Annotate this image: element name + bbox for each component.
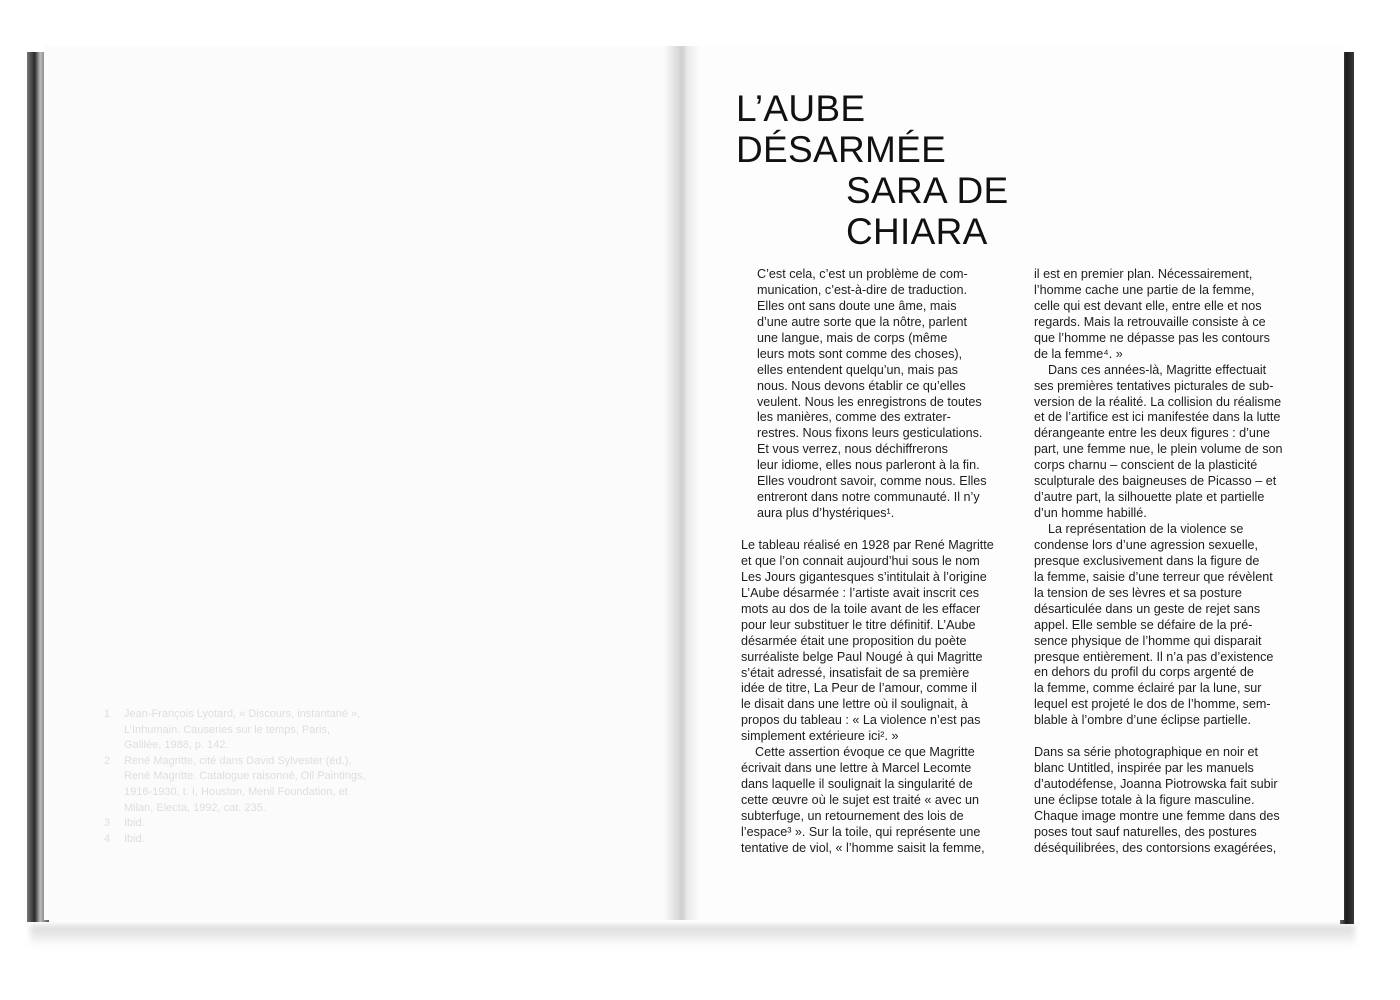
footnote-number: 4 <box>104 832 111 845</box>
text-column-1 <box>741 267 1006 857</box>
text-line: surréaliste belge Paul Nougé à qui Magritte <box>741 649 983 664</box>
text-line: que l’homme ne dépasse pas les contours <box>1034 330 1270 345</box>
text-line: Elles voudront savoir, comme nous. Elles <box>757 474 987 489</box>
text-line: Chaque image montre une femme dans des <box>1034 808 1280 823</box>
text-line: la femme, comme éclairé par la lune, sur <box>1034 681 1262 696</box>
epigraph-quote <box>741 267 1006 522</box>
text-line: Dans ces années-là, Magritte effectuait <box>1034 362 1267 377</box>
text-line: blable à l’ombre d’une éclipse partielle. <box>1034 713 1252 728</box>
text-line: d’autre part, la silhouette plate et partielle <box>1034 490 1265 505</box>
text-line: Le tableau réalisé en 1928 par René Magritte <box>741 538 994 552</box>
text-line: munication, c’est-à-dire de traduction. <box>757 282 967 297</box>
text-line: restres. Nous fixons leurs gesticulations. <box>757 426 983 441</box>
text-line: de la femme⁴. » <box>1034 346 1123 361</box>
footnote-text: Jean-François Lyotard, « Discours, instantané », L’Inhumain. Causeries sur le temps, Paris, Galilée, 1988, p. 142. <box>124 708 361 752</box>
text-line: l’homme cache une partie de la femme, <box>1034 282 1255 297</box>
text-line: sence physique de l’homme qui disparait <box>1034 633 1262 648</box>
text-line: elles entendent quelqu’un, mais pas <box>757 362 958 377</box>
text-column-2 <box>1034 267 1299 857</box>
text-line: il est en premier plan. Nécessairement, <box>1034 267 1253 281</box>
body-paragraphs <box>1034 267 1299 729</box>
text-line: presque entièrement. Il n’a pas d’existence <box>1034 649 1274 664</box>
text-line: Et vous verrez, nous déchiffrerons <box>757 442 948 457</box>
text-line: et que l’on connait aujourd’hui sous le nom <box>741 553 980 568</box>
text-line: C’est cela, c’est un problème de com- <box>757 267 968 281</box>
text-line: version de la réalité. La collision du réalisme <box>1034 394 1282 409</box>
text-line: nous. Nous devons établir ce qu’elles <box>757 378 966 393</box>
text-line: ses premières tentatives picturales de sub- <box>1034 378 1274 393</box>
text-line: appel. Elle semble se défaire de la pré- <box>1034 617 1253 632</box>
text-line: écrivait dans une lettre à Marcel Lecomte <box>741 761 972 776</box>
footnote-number: 1 <box>104 708 111 720</box>
text-line: désarticulée dans un geste de rejet sans <box>1034 601 1261 616</box>
text-line: propos du tableau : « La violence n’est pas <box>741 713 981 728</box>
text-line: Les Jours gigantesques s’intitulait à l’origine <box>741 569 987 584</box>
text-line: poses tout sauf naturelles, des postures <box>1034 824 1257 839</box>
text-line: celle qui est devant elle, entre elle et nos <box>1034 298 1262 313</box>
text-line: s’était adressé, insatisfait de sa première <box>741 665 970 680</box>
footnote-number: 2 <box>104 754 111 767</box>
footnote-number: 3 <box>104 817 111 830</box>
text-line: d’autodéfense, Joanna Piotrowska fait subir <box>1034 777 1278 792</box>
text-line: lequel est projeté le dos de l’homme, sem- <box>1034 697 1271 712</box>
text-line: les manières, comme des extrater- <box>757 410 951 425</box>
text-line: veulent. Nous les enregistrons de toutes <box>757 394 982 409</box>
text-line: Elles ont sans doute une âme, mais <box>757 298 957 313</box>
footnotes <box>104 707 369 847</box>
book-shadow <box>30 925 1355 947</box>
text-line: aura plus d’hystériques¹. <box>757 506 895 521</box>
text-line: tentative de viol, « l’homme saisit la femme, <box>741 840 985 855</box>
footnote <box>104 754 369 816</box>
text-line: simplement extérieure ici². » <box>741 729 899 744</box>
text-line: presque exclusivement dans la figure de <box>1034 553 1260 568</box>
body-paragraphs <box>1034 745 1299 857</box>
author-line: CHIARA <box>846 211 988 252</box>
footnote <box>104 707 369 754</box>
text-line: dérangeante entre les deux figures : d’une <box>1034 426 1270 441</box>
article-title <box>736 88 1009 252</box>
text-line: l’espace³ ». Sur la toile, qui représente une <box>741 824 981 839</box>
text-line: part, une femme nue, le plein volume de son <box>1034 442 1283 457</box>
footnote <box>104 832 369 848</box>
text-line: corps charnu – conscient de la plasticité <box>1034 458 1258 473</box>
footnote <box>104 816 369 832</box>
text-line: leur idiome, elles nous parleront à la fin. <box>757 458 980 473</box>
body-paragraphs <box>741 538 1006 857</box>
text-line: désarmée était une proposition du poète <box>741 633 967 648</box>
text-line: Cette assertion évoque ce que Magritte <box>741 745 975 760</box>
text-line: déséquilibrées, des contorsions exagérées, <box>1034 840 1277 855</box>
book-gutter <box>664 46 700 920</box>
text-line: en dehors du profil du corps argenté de <box>1034 665 1254 680</box>
footnote-text: Ibid. <box>124 817 145 830</box>
text-line: condense lors d’une agression sexuelle, <box>1034 537 1259 552</box>
text-line: mots au dos de la toile avant de les effacer <box>741 601 981 616</box>
text-line: le disait dans une lettre où il soulignait, à <box>741 697 968 712</box>
text-line: la tension de ses lèvres et sa posture <box>1034 585 1242 600</box>
text-line: subterfuge, un retournement des lois de <box>741 808 964 823</box>
text-line: regards. Mais la retrouvaille consiste à ce <box>1034 314 1266 329</box>
author-line: SARA DE <box>846 170 1009 211</box>
text-line: pour leur substituer le titre définitif. L’Aube <box>741 617 976 632</box>
text-line: cette œuvre où le sujet est traité « avec un <box>741 793 980 807</box>
text-line: dans laquelle il soulignait la singularité de <box>741 777 973 792</box>
text-line: idée de titre, La Peur de l’amour, comme il <box>741 681 977 696</box>
text-line: L’Aube désarmée : l’artiste avait inscrit ces <box>741 585 979 600</box>
text-line: d’une autre sorte que la nôtre, parlent <box>757 314 968 329</box>
text-line: d’un homme habillé. <box>1034 506 1147 521</box>
text-line: entreront dans notre communauté. Il n’y <box>757 490 980 505</box>
text-line: leurs mots sont comme des choses), <box>757 346 963 361</box>
text-line: et de l’artifice est ici manifestée dans la lutte <box>1034 410 1281 425</box>
text-line: Dans sa série photographique en noir et <box>1034 745 1259 760</box>
footnote-text: Ibid. <box>124 832 145 845</box>
footnote-text: René Magritte, cité dans David Sylvester (éd.), René Magritte. Catalogue raisonné, Oil Paintings, 1916-1930, t. I, Houston, Menil Foundation, et Milan, Electa, 1992, cat. 235. <box>124 754 366 814</box>
text-line: La représentation de la violence se <box>1034 522 1244 536</box>
title-line: L’AUBE <box>736 88 866 129</box>
text-line: une langue, mais de corps (même <box>757 330 948 345</box>
text-line: sculpturale des baigneuses de Picasso – et <box>1034 474 1277 489</box>
text-line: la femme, saisie d’une terreur que révèlent <box>1034 569 1273 584</box>
text-line: blanc Untitled, inspirée par les manuels <box>1034 761 1254 776</box>
title-line: DÉSARMÉE <box>736 129 947 170</box>
text-line: une éclipse totale à la figure masculine. <box>1034 793 1255 807</box>
